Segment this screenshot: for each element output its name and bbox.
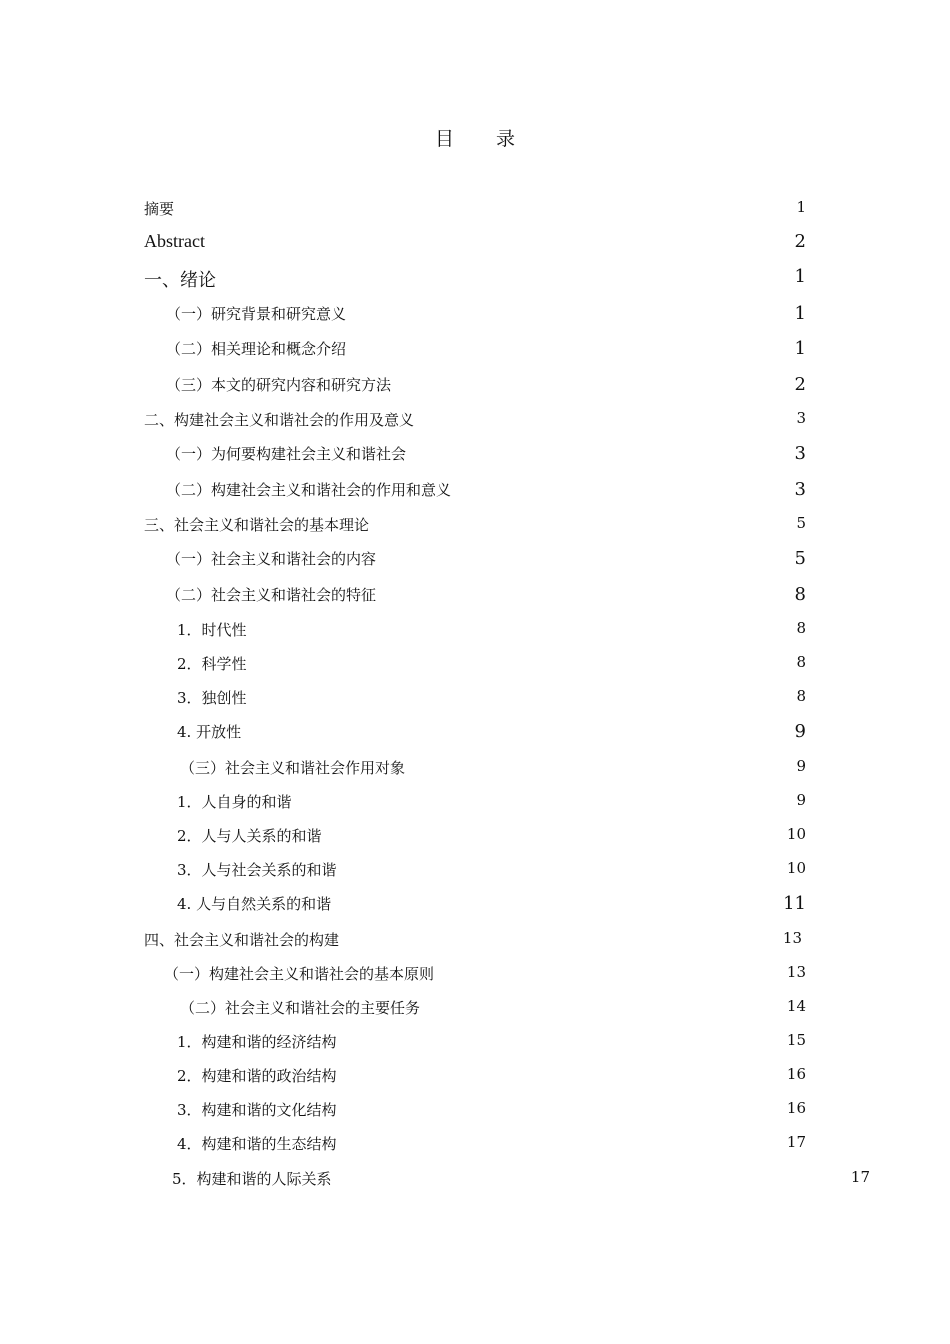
- toc-entry-page: 8: [796, 619, 806, 637]
- toc-entry-label: （一）社会主义和谐社会的内容: [166, 550, 377, 568]
- toc-entry-label: 2．构建和谐的政治结构: [177, 1067, 337, 1085]
- toc-entry-page: 1: [794, 266, 806, 287]
- toc-entry-label: 2．科学性: [177, 655, 247, 673]
- toc-entry-page: 10: [786, 859, 806, 877]
- toc-entry-page: 17: [850, 1168, 870, 1186]
- toc-entry-page: 16: [786, 1099, 806, 1117]
- toc-entry-page: 13: [782, 929, 802, 947]
- toc-entry-label: 3．人与社会关系的和谐: [177, 861, 337, 879]
- toc-entry[interactable]: [0, 1065, 950, 1095]
- toc-entry-page: 17: [786, 1133, 806, 1151]
- toc-entry-label: 3．构建和谐的文化结构: [177, 1101, 337, 1119]
- toc-entry[interactable]: [0, 409, 950, 439]
- toc-entry-page: 8: [796, 653, 806, 671]
- toc-entry-label: 2．人与人关系的和谐: [177, 827, 322, 845]
- toc-entry[interactable]: [0, 548, 950, 578]
- toc-entry-label: （一）构建社会主义和谐社会的基本原则: [164, 965, 435, 983]
- toc-entry[interactable]: [0, 859, 950, 889]
- toc-entry[interactable]: [0, 619, 950, 649]
- toc-entry-label: Abstract: [144, 231, 205, 251]
- toc-entry-page: 9: [796, 791, 806, 809]
- toc-entry-page: 13: [786, 963, 806, 981]
- toc-entry[interactable]: [0, 1099, 950, 1129]
- toc-entry-page: 2: [794, 231, 806, 252]
- toc-entry-label: 1．构建和谐的经济结构: [177, 1033, 337, 1051]
- toc-entry-page: 16: [786, 1065, 806, 1083]
- toc-entry-label: （二）社会主义和谐社会的特征: [166, 586, 377, 604]
- toc-entry-label: 4．构建和谐的生态结构: [177, 1135, 337, 1153]
- toc-entry[interactable]: [0, 721, 950, 751]
- toc-entry-label: 3．独创性: [177, 689, 247, 707]
- toc-entry-label: 1．时代性: [177, 621, 247, 639]
- toc-entry[interactable]: [0, 1168, 950, 1198]
- toc-entry[interactable]: [0, 374, 950, 404]
- toc-entry[interactable]: [0, 443, 950, 473]
- toc-entry-label: （二）构建社会主义和谐社会的作用和意义: [166, 481, 452, 499]
- toc-entry-label: （二）社会主义和谐社会的主要任务: [180, 999, 421, 1017]
- toc-entry-page: 1: [794, 338, 806, 359]
- toc-entry-page: 3: [794, 479, 806, 500]
- toc-entry[interactable]: [0, 997, 950, 1027]
- toc-entry-label: 5．构建和谐的人际关系: [172, 1170, 332, 1188]
- toc-entry-page: 1: [796, 198, 806, 216]
- toc-entry-page: 8: [794, 584, 806, 605]
- toc-entry-label: 摘要: [144, 200, 175, 218]
- toc-entry-page: 14: [786, 997, 806, 1015]
- toc-entry[interactable]: [0, 825, 950, 855]
- toc-entry-label: 一、绪论: [144, 270, 216, 291]
- toc-entry-page: 2: [794, 374, 806, 395]
- toc-entry[interactable]: [0, 1133, 950, 1163]
- toc-entry-label: 1．人自身的和谐: [177, 793, 292, 811]
- toc-entry[interactable]: [0, 757, 950, 787]
- toc-entry-page: 3: [796, 409, 806, 427]
- toc-entry-page: 1: [794, 303, 806, 324]
- toc-title: 目 录: [434, 128, 534, 150]
- toc-entry[interactable]: [0, 231, 950, 261]
- toc-entry-page: 5: [794, 548, 806, 569]
- toc-entry[interactable]: [0, 338, 950, 368]
- toc-entry[interactable]: [0, 303, 950, 333]
- toc-entry-page: 10: [786, 825, 806, 843]
- toc-entry[interactable]: [0, 929, 950, 959]
- toc-entry[interactable]: [0, 584, 950, 614]
- toc-entry-page: 9: [794, 721, 806, 742]
- toc-entry[interactable]: [0, 963, 950, 993]
- toc-entry-page: 11: [783, 893, 806, 914]
- toc-entry-page: 15: [786, 1031, 806, 1049]
- toc-entry[interactable]: [0, 1031, 950, 1061]
- toc-entry[interactable]: [0, 791, 950, 821]
- toc-entry[interactable]: [0, 653, 950, 683]
- toc-entry-page: 3: [794, 443, 806, 464]
- toc-entry-page: 9: [796, 757, 806, 775]
- toc-entry[interactable]: [0, 266, 950, 296]
- toc-entry-label: （三）本文的研究内容和研究方法: [166, 376, 392, 394]
- toc-entry-label: 四、社会主义和谐社会的构建: [144, 931, 340, 949]
- toc-entry-label: 4. 开放性: [177, 723, 242, 741]
- toc-entry-label: 4. 人与自然关系的和谐: [177, 895, 332, 913]
- toc-entry[interactable]: [0, 479, 950, 509]
- toc-entry[interactable]: [0, 514, 950, 544]
- toc-entry[interactable]: [0, 687, 950, 717]
- toc-entry-label: 三、社会主义和谐社会的基本理论: [144, 516, 370, 534]
- toc-entry-label: （二）相关理论和概念介绍: [166, 340, 347, 358]
- toc-entry-label: （一）研究背景和研究意义: [166, 305, 347, 323]
- toc-entry-page: 5: [796, 514, 806, 532]
- toc-entry-label: （一）为何要构建社会主义和谐社会: [166, 445, 407, 463]
- toc-entry[interactable]: [0, 893, 950, 923]
- toc-entry[interactable]: [0, 198, 950, 228]
- toc-entry-label: （三）社会主义和谐社会作用对象: [180, 759, 406, 777]
- toc-entry-page: 8: [796, 687, 806, 705]
- toc-entry-label: 二、构建社会主义和谐社会的作用及意义: [144, 411, 415, 429]
